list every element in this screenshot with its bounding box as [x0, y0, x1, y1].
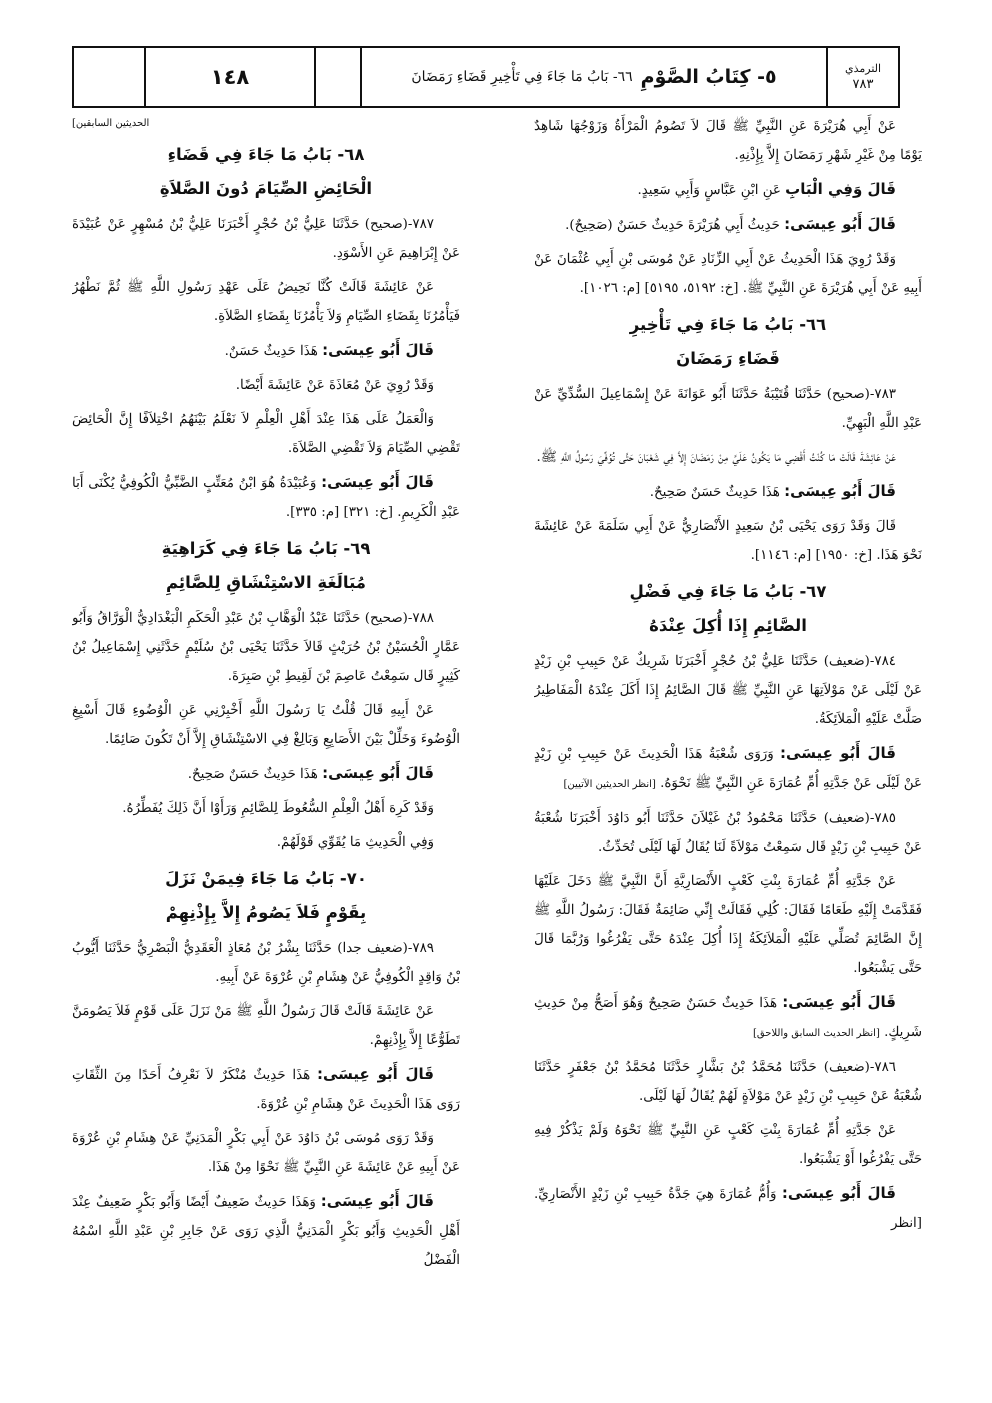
hadith-text: عَنْ جَدَّتِهِ أُمِّ عُمَارَةَ بِنْتِ كَعْبٍ عَنِ النَّبِيِّ ﷺ نَحْوَهُ وَلَمْ يَذْكُرْ فِيهِ حَتَّى يَفْرُغُوا أَوْ يَشْبَعُوا. — [534, 1123, 922, 1167]
hadith-chain: ٧٨٩-(ضعيف جدا) حَدَّثَنَا بِشْرُ بْنُ مُعَاذٍ الْعَقَدِيُّ الْبَصْرِيُّ حَدَّثَنَا أَيُّوبُ بْنُ وَاقِدٍ الْكُوفِيُّ عَنْ هِشَامِ بْنِ عُرْوَةَ عَنْ أَبِيهِ. — [72, 941, 460, 985]
heading-line: الصَّائِمِ إِذَا أُكِلَ عِنْدَهُ — [649, 616, 807, 635]
keyword: قَالَ وَفِي الْبَابِ — [785, 180, 896, 198]
hadith-text: عَنْ عَائِشَةَ قَالَتْ مَا كُنْتُ أَقْضِي مَا يَكُونُ عَلَيَّ مِنْ رَمَضَانَ إِلاَّ فِي شَعْبَانَ حَتَّى تُوُفِّيَ رَسُولُ اللَّهِ ﷺ. — [536, 450, 896, 465]
paragraph: وَالْعَمَلُ عَلَى هَذَا عِنْدَ أَهْلِ الْعِلْمِ لاَ نَعْلَمُ بَيْنَهُمُ اخْتِلاَفًا إِنَّ الْحَائِضَ تَقْضِي الصِّيَامَ وَلاَ تَقْضِي الصَّلاَةَ. — [72, 412, 460, 456]
hadith-chain: ٧٨٨-(صحيح) حَدَّثَنَا عَبْدُ الْوَهَّابِ بْنُ عَبْدِ الْحَكَمِ الْبَغْدَادِيُّ الْوَرَّاقُ وَأَبُو عَمَّارٍ الْحُسَيْنُ بْنُ حُرَيْثٍ قَالاَ حَدَّثَنَا يَحْيَى بْنُ سُلَيْمٍ حَدَّثَنِي إِسْمَاعِيلُ بْنُ كَثِيرٍ قَال سَمِعْتُ عَاصِمَ بْنَ لَقِيطِ بْنِ صَبِرَةَ. — [72, 611, 460, 684]
hadith-chain: ٧٨٦-(ضعيف) حَدَّثَنَا مُحَمَّدُ بْنُ بَشَّارٍ حَدَّثَنَا مُحَمَّدُ بْنُ جَعْفَرٍ حَدَّثَنَا شُعْبَةُ عَنْ حَبِيبِ بْنِ زَيْدٍ عَنْ مَوْلاَةٍ لَهُمْ يُقَالُ لَهَا لَيْلَى. — [534, 1060, 922, 1104]
paragraph-text: حَدِيثُ أَبِي هُرَيْرَةَ حَدِيثٌ حَسَنٌ (صَحِيحٌ). — [565, 218, 780, 233]
book-title: ٥- كِتَابُ الصَّوْمِ — [640, 66, 777, 88]
heading-line: ٧٠- بَابُ مَا جَاءَ فِيمَنْ نَزَلَ — [165, 869, 367, 888]
header-ref-number: ٧٨٣ — [852, 77, 874, 92]
paragraph — [534, 739, 922, 799]
heading-line: قَضَاءِ رَمَضَانَ — [676, 349, 780, 368]
paragraph — [72, 759, 460, 789]
keyword: قَالَ أَبُو عِيسَى: — [780, 744, 896, 762]
heading-line: بِقَوْمٍ فَلاَ يَصُومُ إِلاَّ بِإِذْنِهِمْ — [165, 903, 367, 922]
paragraph — [72, 1060, 460, 1119]
paragraph — [534, 175, 922, 205]
heading-line: مُبَالَغَةِ الاسْتِنْشَاقِ لِلصَّائِمِ — [165, 573, 367, 592]
paragraph: وَفِي الْحَدِيثِ مَا يُقَوِّي قَوْلَهُمْ. — [276, 835, 434, 850]
continued-note: الحديثين السابقين] — [72, 118, 150, 129]
paragraph: وَقَدْ رَوَى مُوسَى بْنُ دَاوُدَ عَنْ أَبِي بَكْرٍ الْمَدَنِيِّ عَنْ هِشَامِ بْنِ عُرْوَةَ عَنْ أَبِيهِ عَنْ عَائِشَةَ عَنِ النَّبِيِّ ﷺ نَحْوًا مِنْ هَذَا. — [72, 1131, 460, 1175]
keyword: قَالَ أَبُو عِيسَى: — [321, 473, 434, 491]
right-column — [534, 112, 922, 1392]
keyword: قَالَ أَبُو عِيسَى: — [322, 341, 434, 359]
hadith-text: عَنْ أَبِيهِ قَالَ قُلْتُ يَا رَسُولَ اللَّهِ أَخْبِرْنِي عَنِ الْوُضُوءِ قَالَ أَسْبِغِ الْوُضُوءَ وَخَلِّلْ بَيْنَ الأَصَابِعِ وَبَالِغْ فِي الاسْتِنْشَاقِ إِلاَّ أَنْ تَكُونَ صَائِمًا. — [72, 703, 460, 747]
keyword: قَالَ أَبُو عِيسَى: — [316, 1065, 434, 1083]
hadith-chain: ٧٨٥-(ضعيف) حَدَّثَنَا مَحْمُودُ بْنُ غَيْلاَنَ حَدَّثَنَا أَبُو دَاوُدَ أَخْبَرَنَا شُعْبَةُ عَنْ حَبِيبِ بْنِ زَيْدٍ قَال سَمِعْتُ مَوْلاَةً لَنَا يُقَالُ لَهَا لَيْلَى تُحَدِّثُ. — [534, 811, 922, 855]
left-column — [72, 112, 460, 1392]
chapter-heading-70 — [72, 862, 460, 930]
paragraph — [534, 477, 922, 507]
header-title — [360, 48, 826, 106]
paragraph-text: هَذَا حَدِيثٌ حَسَنٌ صَحِيحٌ. — [187, 767, 318, 782]
heading-line: ٦٧- بَابُ مَا جَاءَ فِي فَضْلِ — [629, 582, 827, 601]
paragraph-text: هَذَا حَدِيثٌ حَسَنٌ صَحِيحٌ وَهُوَ أَصَحُّ مِنْ حَدِيثِ شَرِيكٍ. — [534, 996, 922, 1040]
paragraph-text: وَأُمُّ عُمَارَةَ هِيَ جَدَّةُ حَبِيبِ بْنِ زَيْدٍ الأَنْصَارِيِّ. [انظر — [534, 1187, 922, 1231]
paragraph: وَقَدْ رُوِيَ عَنْ مُعَاذَةَ عَنْ عَائِشَةَ أَيْضًا. — [235, 378, 434, 393]
paragraph — [72, 468, 460, 527]
keyword: قَالَ أَبُو عِيسَى: — [784, 215, 896, 233]
header-spacer — [314, 48, 360, 106]
paragraph — [72, 1187, 460, 1275]
cross-reference-note: [انظر الحديثين الآتيين] — [563, 779, 656, 790]
keyword: قَالَ أَبُو عِيسَى: — [781, 1184, 896, 1202]
hadith-chain: ٧٨٤-(ضعيف) حَدَّثَنَا عَلِيُّ بْنُ حُجْرٍ أَخْبَرَنَا شَرِيكٌ عَنْ حَبِيبِ بْنِ زَيْدٍ عَنْ لَيْلَى عَنْ مَوْلاَتِهَا عَنِ النَّبِيِّ ﷺ قَالَ الصَّائِمُ إِذَا أَكَلَ عِنْدَهُ الْمَفَاطِيرُ صَلَّتْ عَلَيْهِ الْمَلاَئِكَةُ. — [534, 654, 922, 727]
paragraph-text: هَذَا حَدِيثٌ حَسَنٌ صَحِيحٌ. — [649, 485, 780, 500]
chapter-heading-68 — [72, 138, 460, 206]
keyword: قَالَ أَبُو عِيسَى: — [782, 993, 896, 1011]
header-ref-label: الترمذي — [844, 62, 882, 75]
paragraph: وَقَدْ رُوِيَ هَذَا الْحَدِيثُ عَنْ أَبِي الزِّنَادِ عَنْ مُوسَى بْنِ أَبِي عُثْمَانَ عَنْ أَبِيهِ عَنْ أَبِي هُرَيْرَةَ عَنِ النَّبِيِّ ﷺ. [خ: ٥١٩٢، ٥١٩٥] [م: ١٠٢٦]. — [534, 252, 922, 296]
chapter-title: ٦٦- بَابُ مَا جَاءَ فِي تَأْخِيرِ قَضَاءِ رَمَضَانَ — [411, 69, 633, 85]
paragraph: قَالَ وَقَدْ رَوَى يَحْيَى بْنُ سَعِيدٍ الأَنْصَارِيُّ عَنْ أَبِي سَلَمَةَ عَنْ عَائِشَةَ نَحْوَ هَذَا. [خ: ١٩٥٠] [م: ١١٤٦]. — [534, 519, 922, 563]
cross-reference-note: [انظر الحديث السابق واللاحق] — [753, 1028, 880, 1039]
paragraph: وَقَدْ كَرِهَ أَهْلُ الْعِلْمِ السُّعُوطَ لِلصَّائِمِ وَرَأَوْا أَنَّ ذَلِكَ يُفَطِّرُهُ. — [122, 801, 434, 816]
chapter-heading-67 — [534, 575, 922, 643]
hadith-text: عَنْ عَائِشَةَ قَالَتْ قَالَ رَسُولُ اللَّهِ ﷺ مَنْ نَزَلَ عَلَى قَوْمٍ فَلاَ يَصُومَنَّ تَطَوُّعًا إِلاَّ بِإِذْنِهِمْ. — [72, 1004, 460, 1048]
hadith-chain: ٧٨٣-(صحيح) حَدَّثَنَا قُتَيْبَةُ حَدَّثَنَا أَبُو عَوَانَةَ عَنْ إِسْمَاعِيلَ السُّدِّيِّ عَنْ عَبْدِ اللَّهِ الْبَهِيِّ. — [534, 387, 922, 431]
keyword: قَالَ أَبُو عِيسَى: — [784, 482, 896, 500]
paragraph: عَنْ أَبِي هُرَيْرَةَ عَنِ النَّبِيِّ ﷺ قَالَ لاَ تَصُومُ الْمَرْأَةُ وَزَوْجُهَا شَاهِدٌ يَوْمًا مِنْ غَيْرِ شَهْرِ رَمَضَانَ إِلاَّ بِإِذْنِهِ. — [534, 119, 922, 163]
chapter-heading-66 — [534, 308, 922, 376]
keyword: قَالَ أَبُو عِيسَى: — [322, 764, 434, 782]
page-number: ١٤٨ — [144, 48, 314, 106]
header-margin-cell — [74, 48, 144, 106]
paragraph — [72, 336, 460, 366]
paragraph-text: وَعُبَيْدَةُ هُوَ ابْنُ مُعَتِّبٍ الضَّبِّيُّ الْكُوفِيُّ يُكْنَى أَبَا عَبْدِ الْكَرِيمِ. [خ: ٣٢١] [م: ٣٣٥]. — [72, 476, 460, 520]
hadith-text: عَنْ جَدَّتِهِ أُمِّ عُمَارَةَ بِنْتِ كَعْبٍ الأَنْصَارِيَّةِ أَنَّ النَّبِيَّ ﷺ دَخَلَ عَلَيْهَا فَقَدَّمَتْ إِلَيْهِ طَعَامًا فَقَالَ: كُلِي فَقَالَتْ إِنِّي صَائِمَةٌ فَقَالَ: رَسُولُ اللَّهِ ﷺ إِنَّ الصَّائِمَ تُصَلِّي عَلَيْهِ الْمَلاَئِكَةُ إِذَا أُكِلَ عِنْدَهُ حَتَّى يَفْرُغُوا وَرُبَّمَا قَالَ حَتَّى يَشْبَعُوا. — [534, 874, 922, 976]
paragraph-text: عَنِ ابْنِ عَبَّاسٍ وَأَبِي سَعِيدٍ. — [637, 183, 781, 198]
paragraph-text: هَذَا حَدِيثٌ حَسَنٌ. — [224, 344, 318, 359]
chapter-heading-69 — [72, 532, 460, 600]
heading-line: ٦٩- بَابُ مَا جَاءَ فِي كَرَاهِيَةِ — [161, 539, 371, 558]
paragraph-text: وَرَوَى شُعْبَةُ هَذَا الْحَدِيثَ عَنْ حَبِيبِ بْنِ زَيْدٍ عَنْ لَيْلَى عَنْ جَدَّتِهِ أُمِّ عُمَارَةَ عَنِ النَّبِيِّ ﷺ نَحْوَهُ. — [534, 747, 922, 791]
header-reference — [826, 48, 898, 106]
paragraph — [534, 988, 922, 1048]
paragraph — [534, 1179, 922, 1238]
heading-line: ٦٦- بَابُ مَا جَاءَ فِي تَأْخِيرِ — [629, 315, 827, 334]
keyword: قَالَ أَبُو عِيسَى: — [320, 1192, 434, 1210]
paragraph — [534, 210, 922, 240]
heading-line: ٦٨- بَابُ مَا جَاءَ فِي قَضَاءِ — [167, 145, 365, 164]
hadith-text: عَنْ عَائِشَةَ قَالَتْ كُنَّا نَحِيضُ عَلَى عَهْدِ رَسُولِ اللَّهِ ﷺ ثُمَّ نَطْهُرُ فَيَأْمُرُنَا بِقَضَاءِ الصِّيَامِ وَلاَ يَأْمُرُنَا بِقَضَاءِ الصَّلاَةِ. — [72, 280, 460, 324]
paragraph-text: هَذَا حَدِيثٌ مُنْكَرٌ لاَ نَعْرِفُ أَحَدًا مِنَ الثِّقَاتِ رَوَى هَذَا الْحَدِيثَ عَنْ هِشَامِ بْنِ عُرْوَةَ. — [72, 1068, 460, 1112]
page-header — [72, 46, 900, 108]
hadith-chain: ٧٨٧-(صحيح) حَدَّثَنَا عَلِيُّ بْنُ حُجْرٍ أَخْبَرَنَا عَلِيُّ بْنُ مُسْهِرٍ عَنْ عُبَيْدَةَ عَنْ إِبْرَاهِيمَ عَنِ الأَسْوَدِ. — [72, 217, 460, 261]
paragraph-text: وَهَذَا حَدِيثٌ ضَعِيفٌ أَيْضًا وَأَبُو بَكْرٍ ضَعِيفٌ عِنْدَ أَهْلِ الْحَدِيثِ وَأَبُو بَكْرٍ الْمَدَنِيُّ الَّذِي رَوَى عَنْ جَابِرِ بْنِ عَبْدِ اللَّهِ اسْمُهُ الْفَضْلُ — [72, 1195, 460, 1268]
heading-line: الْحَائِضِ الصِّيَامَ دُونَ الصَّلاَةِ — [159, 179, 373, 198]
